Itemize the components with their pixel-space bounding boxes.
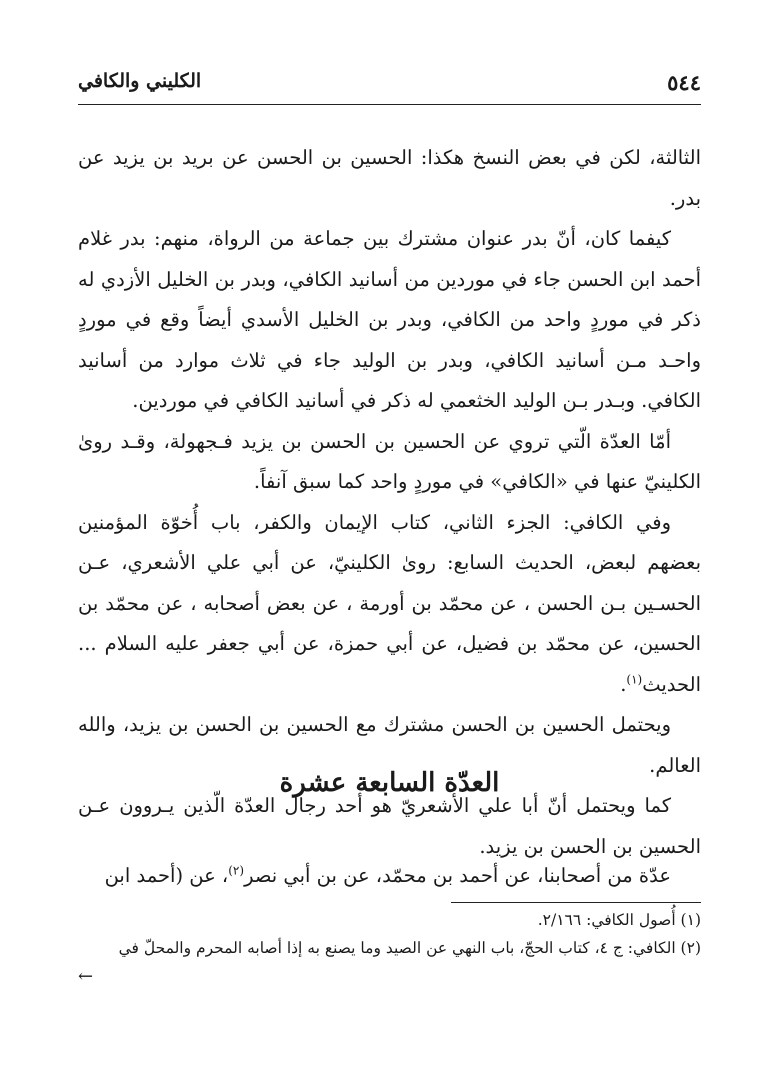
paragraph — [78, 856, 701, 896]
paragraph-text: ، عن (أحمد ابن — [104, 863, 229, 887]
footnote-2: (٢) الكافي: ج ٤، كتاب الحجّ، باب النهي عن الصيد وما يصنع به إذا أصابه المحرم والمحلّ في — [118, 939, 701, 957]
footnote-ref-1[interactable]: (١) — [626, 672, 643, 686]
footnotes — [78, 906, 701, 962]
paragraph: كيفما كان، أنّ بدر عنوان مشترك بين جماعة من الرواة، منهم: بدر غلام أحمد ابن الحسن جاء في موردين من أسانيد الكافي، وبدر بن الخليل الأزدي له ذكر في موردٍ واحد من الكافي، وبدر بن الخليل الأسدي أيضاً وقع في موردٍ واحـد مـن أسانيد الكافي، وبدر بن الوليد جاء في ثلاث موارد من أسانيد الكافي. وبـدر بـن الوليد الخثعمي له ذكر في أسانيد الكافي في موردين. — [78, 227, 701, 412]
continuation-arrow-icon: ← — [78, 966, 94, 987]
page-number: ٥٤٤ — [667, 70, 701, 95]
running-title: الكليني والكافي — [78, 70, 202, 92]
footnote-ref-2[interactable]: (٢) — [228, 863, 245, 877]
paragraph-text: وفي الكافي: الجزء الثاني، كتاب الإيمان والكفر، باب أُخوّة المؤمنين بعضهم لبعض، الحديث السابع: روىٰ الكلينيّ، عن أبي علي الأشعري، عـن الحسـين بـن الحسن ، عن محمّد بن أورمة ، عن بعض أصحابه ، عن محمّد بن الحسين، عن محمّد بن فضيل، عن أبي حمزة، عن أبي جعفر عليه السلام ... الحديث — [78, 510, 701, 696]
main-text — [78, 138, 701, 867]
paragraph: ويحتمل الحسين بن الحسن مشترك مع الحسين بن الحسن بن يزيد، والله العالم. — [78, 713, 701, 777]
paragraph: الثالثة، لكن في بعض النسخ هكذا: الحسين بن الحسن عن بريد بن يزيد عن بدر. — [78, 146, 701, 210]
section-heading: العدّة السابعة عشرة — [279, 768, 500, 798]
paragraph: كما ويحتمل أنّ أبا علي الأشعريّ هو أحد رجال العدّة الّذين يـروون عـن الحسين بن الحسن بن يزيد. — [78, 794, 701, 858]
paragraph — [78, 503, 701, 706]
sentence-end: . — [620, 672, 627, 696]
section-text — [78, 836, 701, 915]
footnote-divider — [451, 902, 701, 903]
footnote-1: (١) أُصول الكافي: ٢/١٦٦. — [537, 911, 701, 929]
paragraph-text: عدّة من أصحابنا، عن أحمد بن محمّد، عن بن أبي نصر — [244, 863, 671, 887]
page-header — [78, 66, 701, 105]
paragraph: أمّا العدّة الّتي تروي عن الحسين بن الحسن بن يزيد فـجهولة، وقـد روىٰ الكلينيّ عنها في «الكافي» في موردٍ واحد كما سبق آنفاً. — [78, 429, 701, 493]
